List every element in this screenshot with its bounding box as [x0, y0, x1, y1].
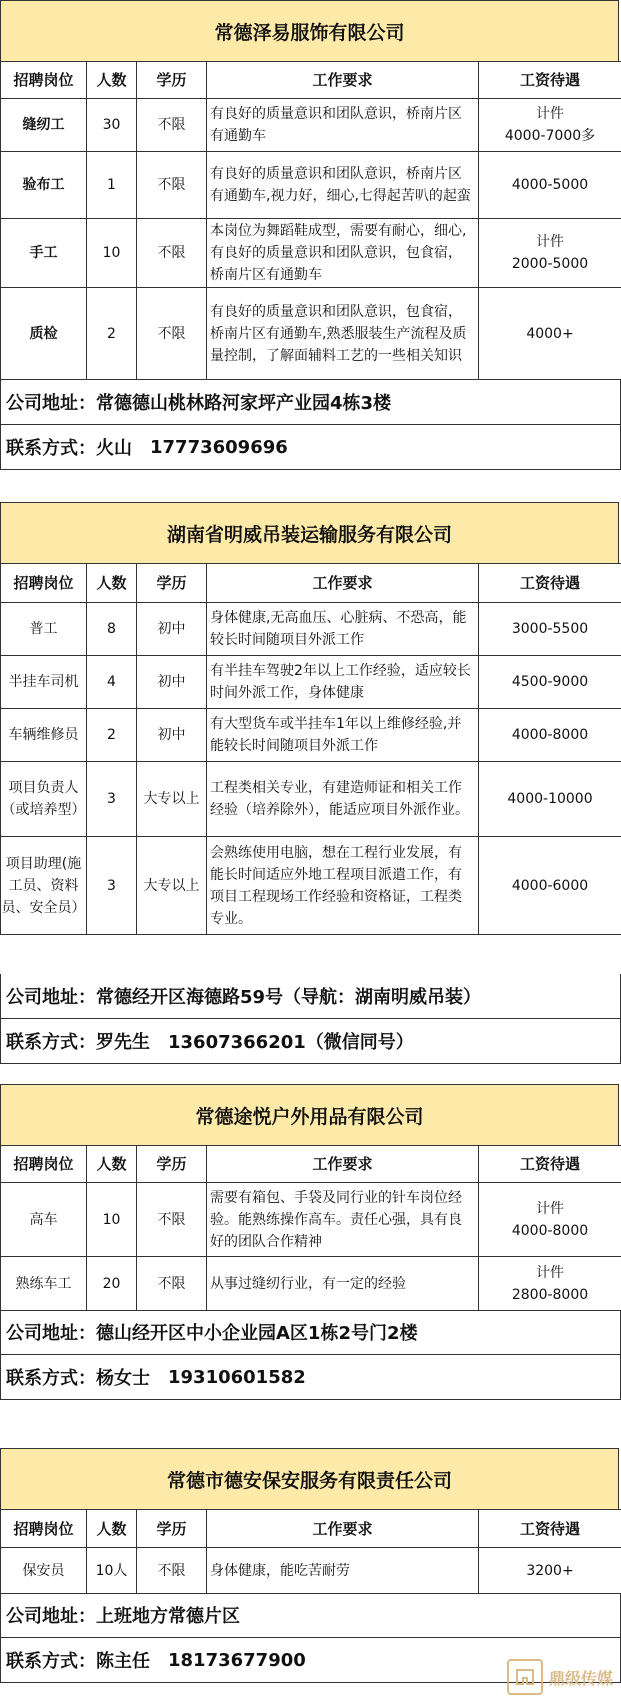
- position-cell: 验布工: [1, 152, 87, 219]
- watermark: [507, 1659, 613, 1695]
- table-row: [1, 762, 621, 837]
- count-cell: 2: [87, 709, 137, 762]
- count-cell: 20: [87, 1257, 137, 1311]
- salary-cell: 3000-5500: [479, 603, 621, 656]
- company-section-2: [0, 502, 621, 1064]
- education-cell: 不限: [137, 1548, 207, 1594]
- count-cell: 4: [87, 656, 137, 709]
- salary-line1: 计件: [536, 1200, 564, 1217]
- header-education: 学历: [137, 564, 207, 603]
- header-count: 人数: [87, 62, 137, 99]
- table-row: [1, 603, 621, 656]
- header-requirement: 工作要求: [207, 1146, 479, 1183]
- salary-cell: 4000-6000: [479, 837, 621, 935]
- table-header: [1, 1510, 621, 1548]
- company-address: 公司地址：德山经开区中小企业园A区1栋2号门2楼: [0, 1310, 621, 1355]
- contact-phone: 18173677900: [168, 1649, 306, 1671]
- company-address: 公司地址：上班地方常德片区: [0, 1593, 621, 1638]
- contact-phone: 17773609696: [150, 436, 288, 458]
- requirement-cell: 有良好的质量意识和团队意识，桥南片区有通勤车: [207, 99, 479, 152]
- header-position: 招聘岗位: [1, 62, 87, 99]
- position-cell: 普工: [1, 603, 87, 656]
- salary-line1: 计件: [536, 234, 564, 250]
- header-salary: 工资待遇: [479, 1146, 621, 1183]
- header-position: 招聘岗位: [1, 1146, 87, 1183]
- table-row: [1, 709, 621, 762]
- requirement-cell: 有良好的质量意识和团队意识，包食宿，桥南片区有通勤车,熟悉服装生产流程及质量控制，了解面辅料工艺的一些相关知识: [207, 288, 479, 380]
- header-requirement: 工作要求: [207, 62, 479, 99]
- education-cell: 初中: [137, 656, 207, 709]
- salary-cell: 4000-8000: [479, 709, 621, 762]
- salary-line1: 计件: [536, 106, 564, 122]
- dj-logo-icon: [507, 1659, 543, 1695]
- salary-line2: 4000-8000: [511, 1222, 589, 1239]
- table-row: [1, 1257, 621, 1311]
- contact-person: 联系方式：罗先生: [6, 1032, 150, 1053]
- table-row: [1, 1183, 621, 1257]
- requirement-cell: 会熟练使用电脑，想在工程行业发展，有能长时间适应外地工程项目派遣工作，有项目工程现场工作经验和资格证，工程类专业。: [207, 837, 479, 935]
- company-title: 湖南省明威吊装运输服务有限公司: [0, 502, 619, 563]
- requirement-cell: 本岗位为舞蹈鞋成型，需要有耐心，细心,有良好的质量意识和团队意识，包食宿，桥南片区有通勤车: [207, 219, 479, 288]
- header-salary: 工资待遇: [479, 564, 621, 603]
- header-education: 学历: [137, 62, 207, 99]
- count-cell: 10人: [87, 1548, 137, 1594]
- position-cell: 手工: [1, 219, 87, 288]
- education-cell: 不限: [137, 1257, 207, 1311]
- table-row: [1, 656, 621, 709]
- position-cell: 项目助理(施工员、资料员、安全员）: [1, 837, 87, 935]
- requirement-cell: 有良好的质量意识和团队意识，桥南片区有通勤车,视力好，细心,七得起苦叭的起蛮: [207, 152, 479, 219]
- contact-person: 联系方式：杨女士: [6, 1368, 150, 1389]
- education-cell: 不限: [137, 219, 207, 288]
- count-cell: 2: [87, 288, 137, 380]
- header-education: 学历: [137, 1510, 207, 1548]
- salary-cell: [479, 1183, 621, 1257]
- company-contact: [0, 1019, 621, 1064]
- table-row: [1, 288, 621, 380]
- salary-cell: 4000-10000: [479, 762, 621, 837]
- header-requirement: 工作要求: [207, 1510, 479, 1548]
- position-cell: 保安员: [1, 1548, 87, 1594]
- company-section-1: [0, 0, 621, 482]
- company-contact: [0, 1355, 621, 1400]
- position-cell: 车辆维修员: [1, 709, 87, 762]
- position-cell: 高车: [1, 1183, 87, 1257]
- requirement-cell: 身体健康,无高血压、心脏病、不恐高，能较长时间随项目外派工作: [207, 603, 479, 656]
- jobs-table: [0, 1509, 621, 1594]
- salary-cell: [479, 99, 621, 152]
- jobs-table: [0, 1145, 621, 1311]
- salary-line2: 2800-8000: [511, 1286, 589, 1303]
- requirement-cell: 身体健康，能吃苦耐劳: [207, 1548, 479, 1594]
- contact-person: 联系方式：火山: [6, 438, 132, 459]
- salary-line2: 2000-5000: [511, 256, 589, 272]
- education-cell: 大专以上: [137, 837, 207, 935]
- jobs-table: [0, 61, 621, 380]
- contact-phone: 13607366201（微信同号）: [168, 1032, 414, 1053]
- requirement-cell: 从事过缝纫行业，有一定的经验: [207, 1257, 479, 1311]
- salary-line1: 计件: [536, 1264, 564, 1281]
- contact-phone: 19310601582: [168, 1366, 306, 1388]
- company-address: 公司地址：常德德山桃林路河家坪产业园4栋3楼: [0, 380, 621, 425]
- position-cell: 项目负责人（或培养型）: [1, 762, 87, 837]
- education-cell: 初中: [137, 709, 207, 762]
- watermark-text: 鼎级传媒: [548, 1668, 613, 1688]
- count-cell: 1: [87, 152, 137, 219]
- company-title: 常德途悦户外用品有限公司: [0, 1084, 619, 1145]
- salary-line2: 4000-7000多: [504, 128, 596, 144]
- company-title: 常德泽易服饰有限公司: [0, 0, 619, 61]
- company-address: 公司地址：常德经开区海德路59号（导航：湖南明威吊装）: [0, 974, 621, 1019]
- count-cell: 8: [87, 603, 137, 656]
- table-header: [1, 62, 621, 99]
- salary-cell: 4500-9000: [479, 656, 621, 709]
- header-salary: 工资待遇: [479, 62, 621, 99]
- table-row: [1, 837, 621, 935]
- company-section-3: [0, 1084, 621, 1389]
- header-education: 学历: [137, 1146, 207, 1183]
- salary-cell: [479, 1257, 621, 1311]
- education-cell: 初中: [137, 603, 207, 656]
- jobs-table: [0, 563, 621, 935]
- requirement-cell: 工程类相关专业，有建造师证和相关工作经验（培养除外），能适应项目外派作业。: [207, 762, 479, 837]
- salary-cell: [479, 219, 621, 288]
- salary-cell: 4000+: [479, 288, 621, 380]
- table-header: [1, 564, 621, 603]
- education-cell: 不限: [137, 1183, 207, 1257]
- table-header: [1, 1146, 621, 1183]
- header-position: 招聘岗位: [1, 1510, 87, 1548]
- position-cell: 熟练车工: [1, 1257, 87, 1311]
- header-count: 人数: [87, 1146, 137, 1183]
- table-row: [1, 152, 621, 219]
- header-requirement: 工作要求: [207, 564, 479, 603]
- count-cell: 10: [87, 219, 137, 288]
- contact-person: 联系方式：陈主任: [6, 1651, 150, 1672]
- salary-cell: 4000-5000: [479, 152, 621, 219]
- education-cell: 大专以上: [137, 762, 207, 837]
- requirement-cell: 有大型货车或半挂车1年以上维修经验,并能较长时间随项目外派工作: [207, 709, 479, 762]
- count-cell: 3: [87, 837, 137, 935]
- table-row: [1, 219, 621, 288]
- count-cell: 30: [87, 99, 137, 152]
- count-cell: 10: [87, 1183, 137, 1257]
- header-position: 招聘岗位: [1, 564, 87, 603]
- position-cell: 质检: [1, 288, 87, 380]
- header-count: 人数: [87, 564, 137, 603]
- position-cell: 半挂车司机: [1, 656, 87, 709]
- count-cell: 3: [87, 762, 137, 837]
- requirement-cell: 有半挂车驾驶2年以上工作经验，适应较长时间外派工作，身体健康: [207, 656, 479, 709]
- education-cell: 不限: [137, 288, 207, 380]
- header-count: 人数: [87, 1510, 137, 1548]
- education-cell: 不限: [137, 99, 207, 152]
- requirement-cell: 需要有箱包、手袋及同行业的针车岗位经验。能熟练操作高车。责任心强，具有良好的团队合作精神: [207, 1183, 479, 1257]
- salary-cell: 3200+: [479, 1548, 621, 1594]
- company-title: 常德市德安保安服务有限责任公司: [0, 1448, 619, 1509]
- header-salary: 工资待遇: [479, 1510, 621, 1548]
- table-row: [1, 99, 621, 152]
- company-contact: [0, 425, 621, 470]
- table-row: [1, 1548, 621, 1594]
- education-cell: 不限: [137, 152, 207, 219]
- position-cell: 缝纫工: [1, 99, 87, 152]
